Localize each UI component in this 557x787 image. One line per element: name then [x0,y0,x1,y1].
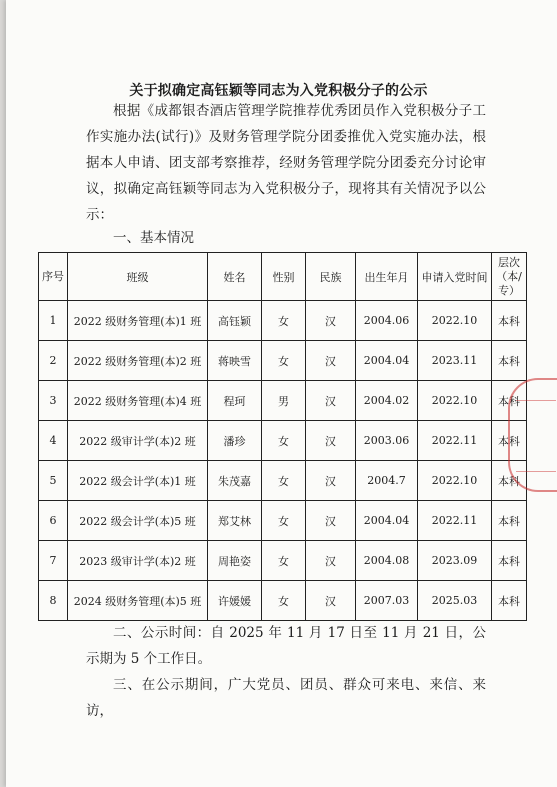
cell-name: 蒋映雪 [208,341,262,381]
cell-birth: 2004.04 [356,341,418,381]
table-header-row [39,253,527,301]
cell-class: 2022 级财务管理(本)1 班 [68,301,208,341]
cell-class: 2022 级会计学(本)5 班 [68,501,208,541]
header-gender: 性别 [262,253,306,301]
cell-ethnicity: 汉 [306,341,356,381]
cell-level: 本科 [492,421,527,461]
header-level: 层次（本/专） [492,253,527,301]
table-row [39,381,527,421]
cell-class: 2022 级会计学(本)1 班 [68,461,208,501]
cell-birth: 2004.04 [356,501,418,541]
cell-seq: 1 [39,301,68,341]
cell-ethnicity: 汉 [306,381,356,421]
cell-level: 本科 [492,301,527,341]
official-seal [508,378,557,492]
cell-apply: 2023.09 [418,541,492,581]
cell-ethnicity: 汉 [306,581,356,621]
cell-ethnicity: 汉 [306,461,356,501]
cell-ethnicity: 汉 [306,541,356,581]
header-class: 班级 [68,253,208,301]
intro-paragraph: 根据《成都银杏酒店管理学院推荐优秀团员作入党积极分子工作实施办法(试行)》及财务管理学院分团委推优入党实施办法，根据本人申请、团支部考察推荐，经财务管理学院分团委充分讨论审议，拟确定高钰颖等同志为入党积极分子，现将其有关情况予以公示： [86,103,486,223]
cell-name: 周艳姿 [208,541,262,581]
cell-gender: 女 [262,501,306,541]
cell-gender: 女 [262,421,306,461]
cell-name: 郑艾林 [208,501,262,541]
cell-name: 朱茂嘉 [208,461,262,501]
cell-gender: 女 [262,341,306,381]
header-ethnicity: 民族 [306,253,356,301]
candidates-table [38,252,527,621]
cell-seq: 5 [39,461,68,501]
cell-ethnicity: 汉 [306,501,356,541]
table-row [39,461,527,501]
cell-name: 许媛媛 [208,581,262,621]
cell-level: 本科 [492,381,527,421]
seal-inner-ring [516,400,556,472]
table-row [39,541,527,581]
cell-seq: 3 [39,381,68,421]
table-row [39,581,527,621]
table-row [39,501,527,541]
cell-class: 2022 级审计学(本)2 班 [68,421,208,461]
cell-gender: 女 [262,541,306,581]
cell-ethnicity: 汉 [306,301,356,341]
document-title: 关于拟确定高钰颖等同志为入党积极分子的公示 [129,83,428,99]
table-row [39,421,527,461]
cell-seq: 2 [39,341,68,381]
cell-apply: 2022.10 [418,301,492,341]
cell-seq: 8 [39,581,68,621]
header-birth: 出生年月 [356,253,418,301]
cell-class: 2022 级财务管理(本)4 班 [68,381,208,421]
cell-gender: 女 [262,461,306,501]
cell-class: 2024 级财务管理(本)5 班 [68,581,208,621]
cell-level: 本科 [492,501,527,541]
cell-level: 本科 [492,341,527,381]
cell-level: 本科 [492,461,527,501]
cell-class: 2022 级财务管理(本)2 班 [68,341,208,381]
cell-birth: 2007.03 [356,581,418,621]
cell-gender: 女 [262,301,306,341]
cell-seq: 4 [39,421,68,461]
cell-birth: 2003.06 [356,421,418,461]
cell-name: 高钰颖 [208,301,262,341]
cell-birth: 2004.7 [356,461,418,501]
cell-apply: 2025.03 [418,581,492,621]
section-publicity-period: 二、公示时间：自 2025 年 11 月 17 日至 11 月 21 日，公示期为 5 个工作日。 [86,625,486,667]
cell-birth: 2004.06 [356,301,418,341]
cell-class: 2023 级审计学(本)2 班 [68,541,208,581]
header-name: 姓名 [208,253,262,301]
cell-name: 程珂 [208,381,262,421]
cell-apply: 2022.10 [418,461,492,501]
cell-ethnicity: 汉 [306,421,356,461]
cell-seq: 7 [39,541,68,581]
cell-gender: 女 [262,581,306,621]
cell-birth: 2004.08 [356,541,418,581]
cell-level: 本科 [492,541,527,581]
cell-apply: 2022.11 [418,421,492,461]
cell-seq: 6 [39,501,68,541]
section-basic-info-heading: 一、基本情况 [113,230,194,246]
section-feedback: 三、在公示期间，广大党员、团员、群众可来电、来信、来访， [86,677,486,719]
cell-apply: 2022.11 [418,501,492,541]
cell-level: 本科 [492,581,527,621]
table-row [39,341,527,381]
header-seq: 序号 [39,253,68,301]
cell-apply: 2022.10 [418,381,492,421]
cell-name: 潘珍 [208,421,262,461]
cell-birth: 2004.02 [356,381,418,421]
header-apply: 申请入党时间 [418,253,492,301]
cell-gender: 男 [262,381,306,421]
cell-apply: 2023.11 [418,341,492,381]
table-row [39,301,527,341]
